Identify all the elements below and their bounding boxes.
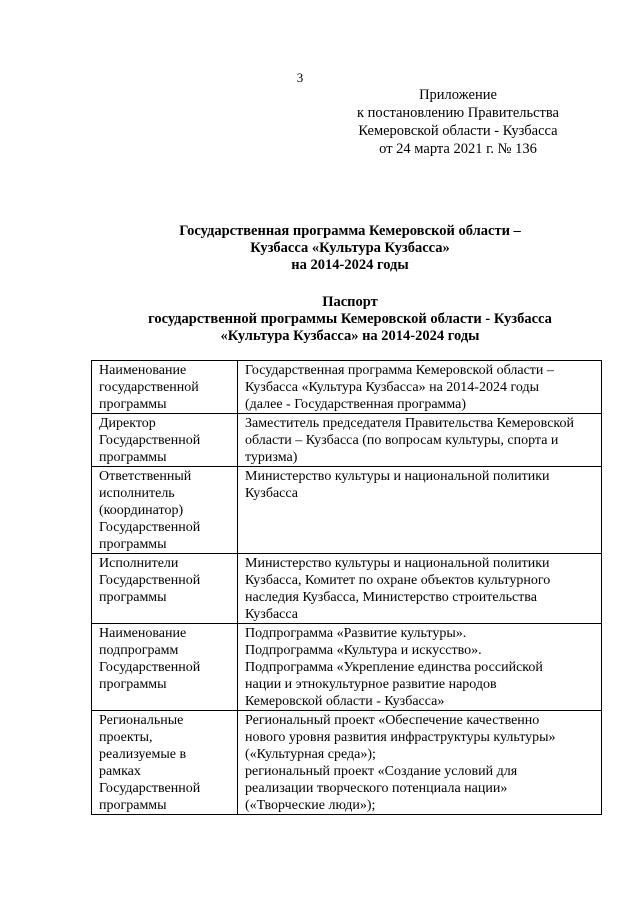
value-line: Кузбасса [245,607,298,622]
label-line: программы [99,450,167,465]
value-line: нации и этнокультурное развитие народов [245,677,497,692]
value-line: Региональный проект «Обеспечение качественно [245,713,540,728]
value-line: реализации творческого потенциала нации» [245,781,508,796]
value-line: области – Кузбасса (по вопросам культуры, спорта и [245,433,559,448]
label-line: Государственной [99,520,201,535]
label-line: Государственной [99,433,201,448]
row-label [92,414,238,467]
label-line: программы [99,397,167,412]
value-line: Кузбасса [245,486,298,501]
row-value [238,467,602,554]
appendix-line: к постановлению Правительства [357,105,559,121]
label-line: рамках [99,764,141,779]
value-line: туризма) [245,450,298,465]
value-line: Министерство культуры и национальной политики [245,469,550,484]
row-value [238,554,602,624]
value-line: региональный проект «Создание условий для [245,764,518,779]
value-line: («Культурная среда»); [245,747,376,762]
label-line: Государственной [99,660,201,675]
value-line: Подпрограмма «Укрепление единства российской [245,660,543,675]
label-line: программы [99,798,167,813]
value-line: Кузбасса «Культура Кузбасса» на 2014-2024 годы [245,380,539,395]
row-label [92,554,238,624]
label-line: Региональные [99,713,184,728]
label-line: реализуемые в [99,747,187,762]
passport-heading-line: Паспорт [322,294,378,310]
passport-heading-line: «Культура Кузбасса» на 2014-2024 годы [220,328,480,344]
row-value [238,624,602,711]
label-line: программы [99,590,167,605]
label-line: Государственной [99,573,201,588]
table-row [92,554,602,624]
table-row [92,467,602,554]
row-label [92,624,238,711]
title-line: Кузбасса «Культура Кузбасса» [250,240,450,256]
table-row [92,624,602,711]
value-line: наследия Кузбасса, Министерство строительства [245,590,537,605]
table-row [92,414,602,467]
appendix-line: от 24 марта 2021 г. № 136 [379,141,537,157]
table-row [92,361,602,414]
page-number: 3 [296,70,304,85]
value-line: Подпрограмма «Культура и искусство». [245,643,482,658]
label-line: Наименование [99,363,187,378]
row-value [238,361,602,414]
appendix-block [330,86,586,158]
passport-heading-line: государственной программы Кемеровской области - Кузбасса [148,311,552,327]
row-label [92,711,238,815]
label-line: подпрограмм [99,643,179,658]
value-line: (далее - Государственная программа) [245,397,467,412]
label-line: Директор [99,416,156,431]
label-line: Государственной [99,781,201,796]
appendix-line: Приложение [419,87,497,103]
value-line: Заместитель председателя Правительства Кемеровской [245,416,574,431]
value-line: Министерство культуры и национальной политики [245,556,550,571]
value-line: («Творческие люди»); [245,798,376,813]
row-value [238,711,602,815]
passport-heading [0,294,640,345]
label-line: программы [99,537,167,552]
value-line: Подпрограмма «Развитие культуры». [245,626,467,641]
value-line: нового уровня развития инфраструктуры культуры» [245,730,556,745]
row-value [238,414,602,467]
label-line: исполнитель [99,486,175,501]
title-line: на 2014-2024 годы [291,257,409,273]
label-line: Ответственный [99,469,192,484]
label-line: государственной [99,380,199,395]
document-title [0,223,640,274]
label-line: программы [99,677,167,692]
label-line: (координатор) [99,503,184,518]
title-line: Государственная программа Кемеровской области – [179,223,521,239]
label-line: проекты, [99,730,153,745]
passport-table [91,360,602,815]
value-line: Государственная программа Кемеровской области – [245,363,554,378]
label-line: Наименование [99,626,187,641]
value-line: Кемеровской области - Кузбасса» [245,694,445,709]
appendix-line: Кемеровской области - Кузбасса [358,123,558,139]
table-row [92,711,602,815]
row-label [92,467,238,554]
value-line: Кузбасса, Комитет по охране объектов культурного [245,573,551,588]
label-line: Исполнители [99,556,179,571]
row-label [92,361,238,414]
